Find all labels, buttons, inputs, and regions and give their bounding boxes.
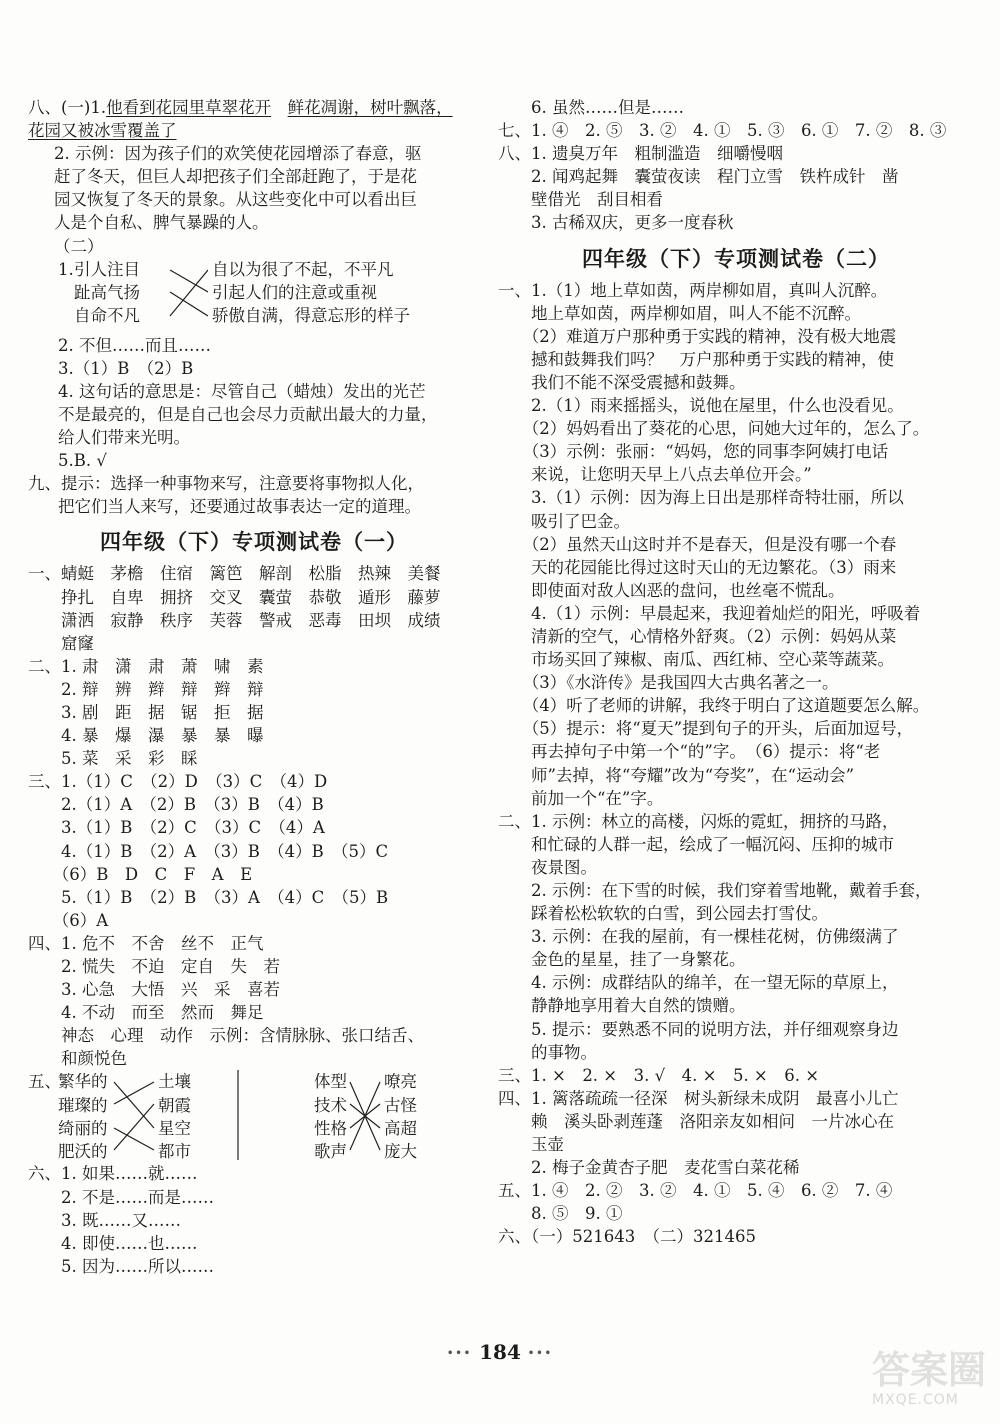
matching-exercise	[58, 258, 480, 334]
answer-line: 2. 闻鸡起舞 囊萤夜读 程门立雪 铁杵成针 凿	[498, 167, 899, 187]
answer-line: 2. 不是……而是……	[28, 1187, 214, 1207]
answer-line: （6）B D C F A E	[28, 864, 253, 884]
answer-line: 2.（1）A （2）B （3）B （4）B	[28, 795, 324, 815]
answer-line: 吸引了巴金。	[498, 511, 630, 531]
answer-line: 8. ⑤ 9. ①	[498, 1204, 623, 1224]
matching-exercise-five	[28, 1070, 480, 1162]
underlined-answer: 他看到花园里草翠花开	[106, 98, 272, 117]
answer-line: 壁借光 刮目相看	[498, 190, 663, 210]
answer-line: 六、1. 如果……就……	[28, 1164, 198, 1184]
answer-line: 撼和鼓舞我们吗？ 万户那种勇于实践的精神，使	[498, 349, 894, 369]
answer-line: 潇洒 寂静 秩序 芙蓉 警戒 恶毒 田坝 成绩	[28, 610, 441, 630]
answer-line: 金色的星星，挂了一身繁花。	[498, 950, 746, 970]
answer-line: 前加一个“在”字。	[498, 788, 664, 808]
answer-line: （4）听了老师的讲解，我终于明白了这道题要怎么解。	[498, 696, 930, 716]
answer-line: 三、1. × 2. × 3. √ 4. × 5. × 6. ×	[498, 1065, 820, 1085]
answer-line: 园又恢复了冬天的景象。从这些变化中可以看出巨	[54, 190, 417, 210]
answer-line: 九、提示：选择一种事物来写，注意要将事物拟人化，	[28, 474, 424, 494]
answer-line: 不是最亮的，但是自己也会尽力贡献出最大的力量，	[58, 404, 438, 424]
answer-line: 3.（1）B （2）C （3）C （4）A	[28, 818, 325, 838]
answer-line: （3）示例：张丽：“妈妈，您的同事李阿姨打电话	[498, 442, 889, 462]
answer-line: 即使面对敌人凶恶的盘问，也丝毫不慌乱。	[498, 580, 845, 600]
right-column	[498, 96, 974, 1249]
answer-line: （6）A	[28, 910, 109, 930]
match-right-column: 自以为很了不起，不平凡 引起人们的注意或重视 骄傲自满，得意忘形的样子	[212, 259, 410, 325]
answer-line: 我们不能不深受震撼和鼓舞。	[498, 372, 746, 392]
watermark-logo: 答案圈 MXQE.COM	[872, 1348, 987, 1408]
answer-line: 赖 溪头卧剥莲蓬 洛阳亲友如相问 一片冰心在	[498, 1111, 894, 1131]
answer-line: 师”去掉，将“夸耀”改为“夸奖”，在“运动会”	[498, 765, 855, 785]
answer-line: 七、1. ④ 2. ⑤ 3. ② 4. ① 5. ③ 6. ① 7. ② 8. ③	[498, 121, 947, 141]
answer-line: 4.（1）B （2）A （3）B （4）B （5）C	[28, 841, 389, 861]
answer-line: 5. 因为……所以……	[28, 1256, 214, 1276]
answer-line: 2. 示例：因为孩子们的欢笑使花园增添了春意，驱	[54, 144, 422, 164]
match-left-column: 繁华的 璀璨的 绮丽的 肥沃的	[58, 1072, 108, 1161]
answer-line: 5.（1）B （2）B （3）A （4）C （5）B	[28, 887, 389, 907]
answer-line: 3. 既……又……	[28, 1210, 181, 1230]
answer-line: 5. 提示：要熟悉不同的说明方法，并仔细观察身边	[498, 1019, 899, 1039]
answer-line: 玉壶	[498, 1135, 564, 1155]
answer-line: 窟窿	[28, 633, 94, 653]
answer-line: 4.（1）示例：早晨起来，我迎着灿烂的阳光，呼吸着	[498, 603, 921, 623]
match-lines	[58, 258, 208, 334]
answer-line: 2. 不但……而且……	[58, 335, 211, 355]
answer-line: 六、（一）521643 （二）321465	[498, 1227, 756, 1247]
answer-line: 地上草如茵，两岸柳如眉，叫人不能不沉醉。	[498, 303, 861, 323]
match-right-column: 土壤 朝霞 星空 都市	[158, 1072, 191, 1161]
answer-line: 和忙碌的人群一起，绘成了一幅沉闷、压抑的城市	[498, 834, 894, 854]
answer-line: 把它们当人来写，还要通过故事表达一定的道理。	[58, 497, 421, 517]
section-title: 四年级（下）专项测试卷（二）	[582, 246, 890, 271]
answer-line: 4. 暴 爆 瀑 暴 暴 曝	[28, 726, 264, 746]
answer-line: 给人们带来光明。	[58, 428, 190, 448]
answer-line: 2. 辩 辨 辫 辩 辫 辩	[28, 679, 264, 699]
answer-line: 夜景图。	[498, 857, 597, 877]
match-left-column-2: 体型 技术 性格 歌声	[314, 1072, 347, 1161]
answer-line: 5.B. √	[58, 451, 107, 471]
answer-line: 的事物。	[498, 1042, 597, 1062]
decorative-dots: •••	[527, 1348, 554, 1359]
answer-line: 来说，让您明天早上八点去单位开会。”	[498, 465, 812, 485]
match-prefix: 1.	[58, 259, 74, 279]
answer-line: 和颜悦色	[28, 1049, 127, 1069]
match-left-column: 引人注目 趾高气扬 自命不凡	[74, 259, 140, 325]
answer-line: 市场买回了辣椒、南瓜、西红柿、空心菜等蔬菜。	[498, 650, 894, 670]
answer-line: 3. 心急 大悟 兴 采 喜若	[28, 980, 280, 1000]
answer-line: 3.（1）B （2）B	[58, 358, 194, 378]
answer-line: 2. 示例：在下雪的时候，我们穿着雪地靴，戴着手套，	[498, 881, 932, 900]
answer-line: 2. 慌失 不迫 定自 失 若	[28, 957, 280, 976]
match-right-column-2: 嘹亮 古怪 高超 庞大	[384, 1072, 417, 1161]
underlined-answer: 花园又被冰雪覆盖了	[28, 121, 177, 141]
section-title: 四年级（下）专项测试卷（一）	[100, 530, 408, 555]
answer-line: 3.（1）示例：因为海上日出是那样奇特壮丽，所以	[498, 488, 904, 508]
left-column	[28, 96, 480, 1278]
answer-line: 清新的空气，心情格外舒爽。（2）示例：妈妈从菜	[498, 626, 897, 646]
answer-line: 再去掉句子中第一个“的”字。 （6）提示：将“老	[498, 742, 881, 762]
answer-line: 四、1. 危不 不舍 丝不 正气	[28, 933, 264, 953]
answer-line: （2）虽然天山这时并不是春天，但是没有哪一个春	[498, 534, 897, 554]
answer-line: 一、蜻蜓 茅檐 住宿 篱笆 解剖 松脂 热辣 美餐	[28, 564, 441, 584]
answer-line: 3. 示例：在我的屋前，有一棵桂花树，仿佛缀满了	[498, 927, 899, 947]
answer-line: （3）《水浒传》是我国四大古典名著之一。	[498, 673, 839, 693]
answer-line: （2）妈妈看出了葵花的心思，问她大过年的，怎么了。	[498, 419, 930, 439]
answer-line: 4. 示例：成群结队的绵羊，在一望无际的草原上，	[498, 973, 899, 993]
page-footer	[0, 1340, 1000, 1364]
answer-line: 静静地享用着大自然的馈赠。	[498, 996, 746, 1016]
answer-line: 人是个自私、脾气暴躁的人。	[54, 213, 269, 233]
match-prefix: 五、	[28, 1072, 61, 1092]
answer-line: 二、1. 示例：林立的高楼，闪烁的霓虹，拥挤的马路，	[498, 811, 899, 831]
answer-line: 八、(一)1.他看到花园里草翠花开 鲜花凋谢，树叶飘落，	[28, 98, 453, 117]
answer-line: 4. 即使……也……	[28, 1233, 198, 1253]
answer-line: （5）提示：将“夏天”提到句子的开头，后面加逗号，	[498, 719, 914, 739]
answer-line: 二、1. 肃 潇 肃 萧 啸 素	[28, 656, 264, 676]
answer-line: 3. 古稀双庆，更多一度春秋	[498, 213, 734, 233]
answer-line: 2.（1）雨来摇摇头，说他在屋里，什么也没看见。	[498, 396, 904, 416]
answer-line: 神态 心理 动作 示例：含情脉脉、张口结舌、	[28, 1026, 424, 1046]
answer-line: 2. 梅子金黄杏子肥 麦花雪白菜花稀	[498, 1158, 800, 1178]
answer-line: 赶了冬天，但巨人却把孩子们全部赶跑了，于是花	[54, 167, 417, 187]
underlined-answer: 鲜花凋谢，树叶飘落，	[287, 98, 453, 117]
answer-line: 天的花园能比得过这时天山的无边繁花。（3）雨来	[498, 557, 897, 577]
answer-line: 五、1. ④ 2. ② 3. ② 4. ① 5. ④ 6. ② 7. ④	[498, 1181, 893, 1201]
page-number: 184	[479, 1340, 521, 1364]
decorative-dots: •••	[446, 1348, 473, 1359]
answer-line: 4. 不动 而至 然而 舞足	[28, 1003, 264, 1023]
answer-line	[28, 119, 480, 142]
answer-line: 踩着松松软软的白雪，到公园去打雪仗。	[498, 904, 828, 924]
answer-line: 3. 剧 距 据 锯 拒 据	[28, 702, 264, 722]
answer-line: 三、1.（1）C （2）D （3）C （4）D	[28, 772, 328, 792]
answer-line: 一、1.（1）地上草如茵，两岸柳如眉，真叫人沉醉。	[498, 280, 888, 300]
answer-line: （2）难道万户那种勇于实践的精神，没有极大地震	[498, 326, 897, 346]
answer-line: 四、1. 篱落疏疏一径深 树头新绿未成阴 最喜小儿亡	[498, 1088, 899, 1108]
answer-line: 6. 虽然……但是……	[498, 98, 684, 117]
answer-line: 5. 菜 采 彩 睬	[28, 749, 198, 769]
answer-line: 八、1. 遗臭万年 粗制滥造 细嚼慢咽	[498, 144, 783, 164]
answer-line: 挣扎 自卑 拥挤 交叉 囊萤 恭敬 遁形 藤萝	[28, 587, 441, 607]
answer-line: 4. 这句话的意思是：尽管自己（蜡烛）发出的光芒	[58, 381, 426, 401]
answer-line: （二）	[54, 236, 104, 256]
